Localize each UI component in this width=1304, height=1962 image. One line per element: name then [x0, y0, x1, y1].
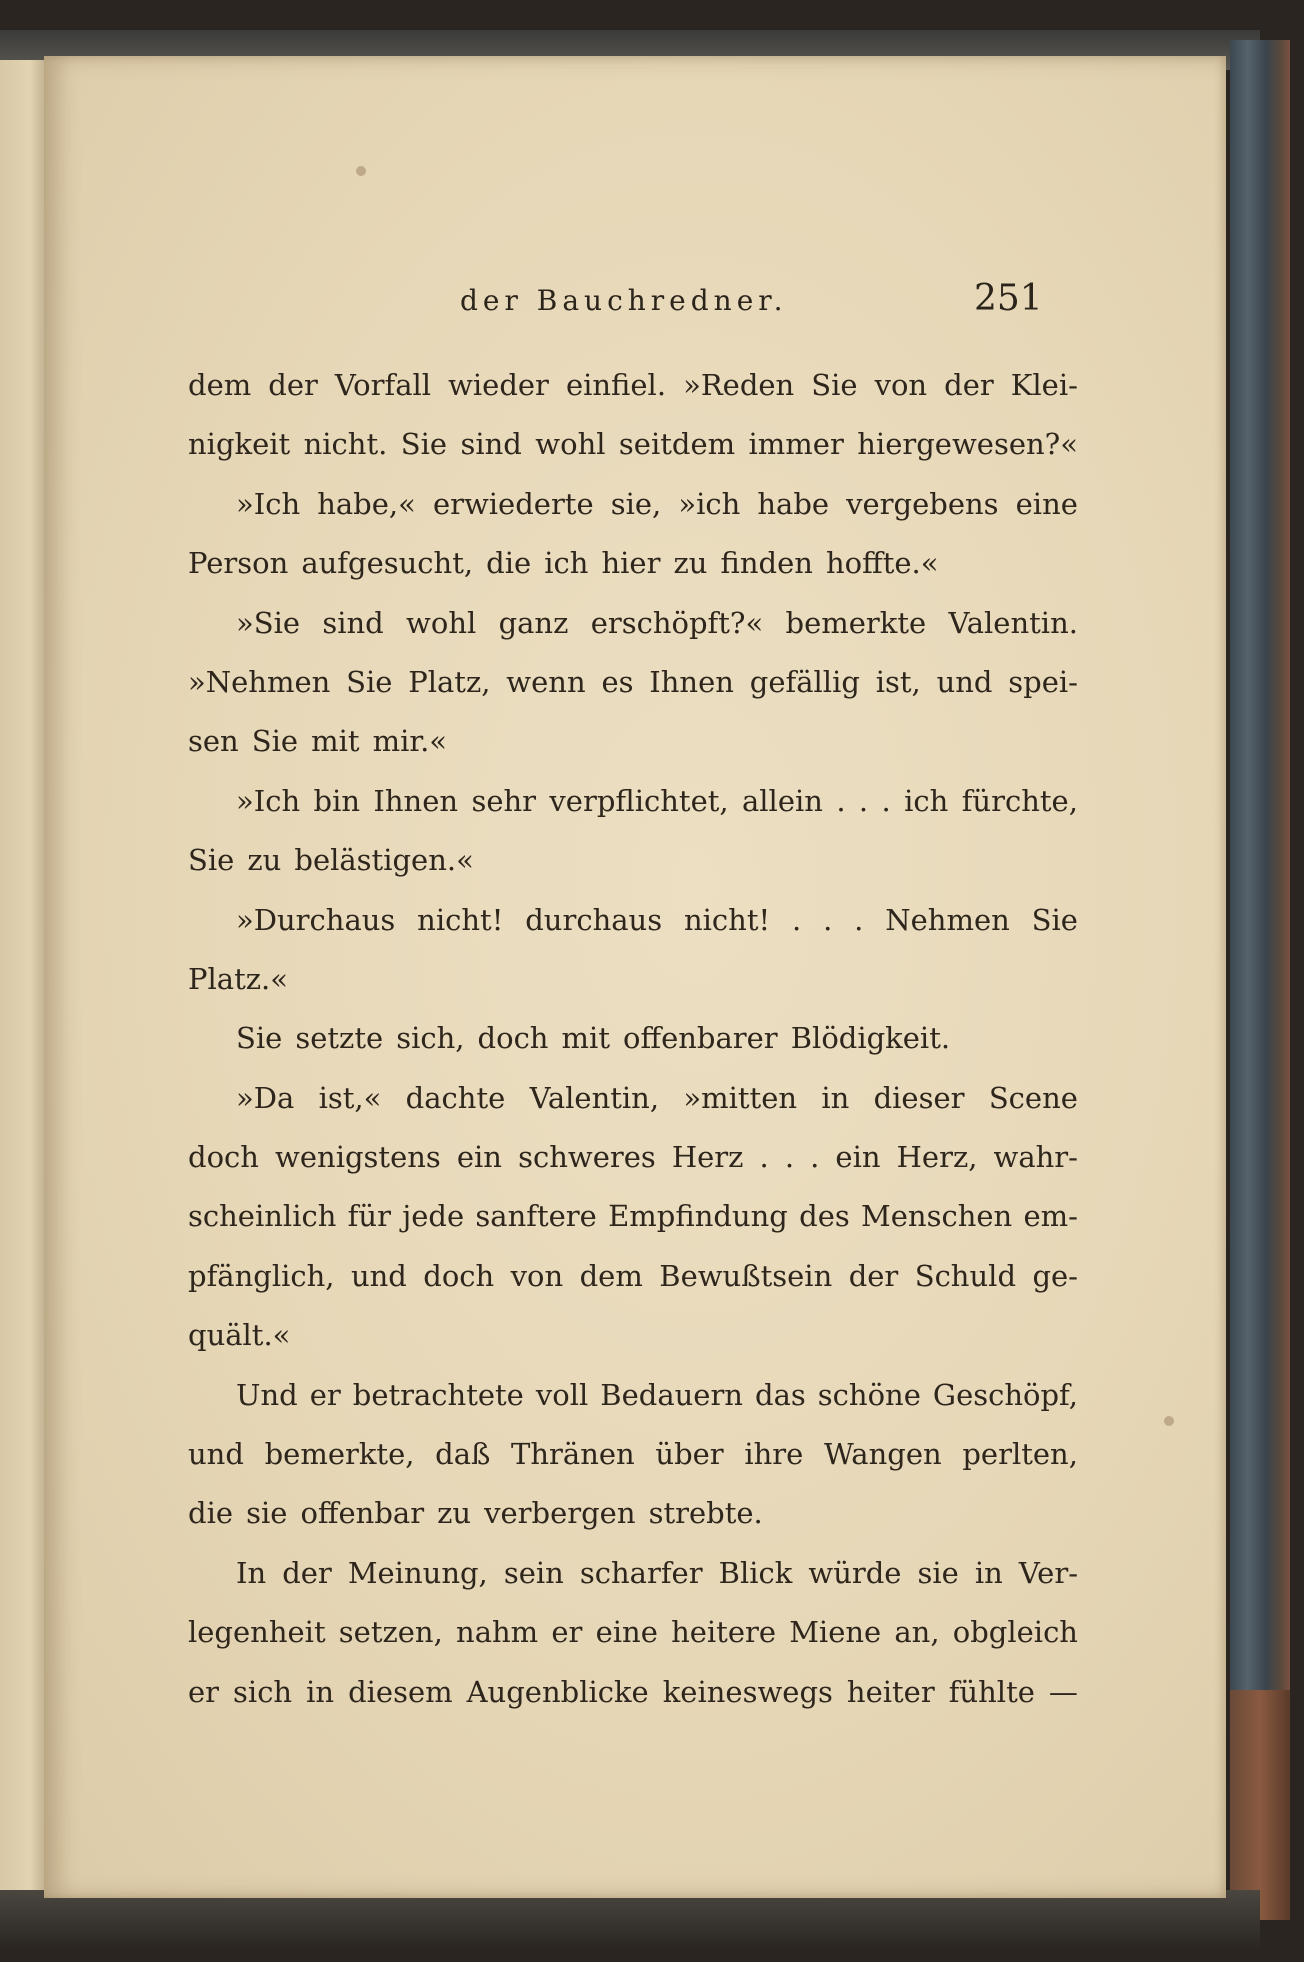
word: »Durchaus — [236, 902, 396, 937]
word: dem — [188, 368, 252, 402]
word: und — [936, 664, 993, 699]
word: nigkeit — [188, 427, 291, 462]
word: doch — [423, 1258, 495, 1293]
word: Vorfall — [334, 368, 432, 402]
word: Sie — [400, 427, 448, 462]
book-cover-bottom-edge — [0, 1890, 1260, 1950]
text-line — [188, 772, 1078, 831]
word: Klei- — [1010, 368, 1078, 402]
word: ein — [835, 1140, 881, 1175]
word: ihre — [744, 1437, 804, 1472]
word: nicht! — [683, 902, 771, 937]
word: Herz, — [896, 1140, 978, 1175]
text-line — [188, 1603, 1078, 1662]
text-line — [188, 1366, 1078, 1425]
word: belästigen.« — [294, 843, 474, 878]
word: »Ich — [236, 783, 301, 818]
word: ist, — [875, 664, 921, 699]
word: wieder — [448, 368, 549, 402]
word: würde — [808, 1555, 902, 1590]
page-header — [44, 278, 1226, 334]
word: aufgesucht, — [301, 546, 474, 581]
word: Menschen — [861, 1199, 1013, 1234]
word: Sie — [811, 368, 858, 402]
word: doch — [188, 1140, 259, 1175]
word: sich — [233, 1674, 293, 1709]
word: eine — [1015, 486, 1078, 521]
word: bin — [313, 783, 361, 818]
word: dieser — [873, 1080, 965, 1115]
word: verbergen — [484, 1496, 636, 1531]
word: spei- — [1008, 664, 1078, 699]
word: an, — [894, 1615, 940, 1650]
text-line — [188, 1544, 1078, 1603]
text-line — [188, 415, 1078, 474]
word: — — [1048, 1674, 1078, 1709]
word: der — [944, 368, 994, 402]
text-line — [188, 1306, 1078, 1365]
word: zu — [437, 1496, 472, 1531]
word: Empfindung — [608, 1199, 788, 1234]
word: . — [881, 783, 891, 818]
text-line — [188, 1425, 1078, 1484]
word: heitere — [671, 1615, 777, 1650]
word: betrachtete — [352, 1377, 524, 1412]
word: mit — [311, 724, 360, 759]
word: bemerkte — [785, 605, 927, 640]
word: ganz — [498, 605, 569, 640]
word: Blick — [718, 1555, 793, 1590]
word: einfiel. — [565, 368, 667, 402]
word: sie, — [610, 486, 662, 521]
word: offenbar — [300, 1496, 425, 1531]
word: die — [188, 1496, 234, 1531]
word: legenheit — [188, 1615, 326, 1650]
word: scharfer — [579, 1555, 703, 1590]
word: jede — [402, 1199, 465, 1234]
word: »mitten — [683, 1080, 798, 1115]
word: der — [268, 368, 318, 402]
word: sie — [246, 1496, 288, 1531]
word: über — [655, 1437, 724, 1472]
word: wenigstens — [275, 1140, 441, 1175]
word: fühlte — [948, 1674, 1035, 1709]
text-line — [188, 1128, 1078, 1187]
word: mit — [561, 1021, 610, 1056]
text-line — [188, 1663, 1078, 1722]
word: Platz.« — [188, 961, 288, 996]
word: obgleich — [952, 1615, 1078, 1650]
word: er — [188, 1674, 220, 1709]
word: nahm — [456, 1615, 539, 1650]
word: schweres — [518, 1140, 656, 1175]
word: »ich — [678, 486, 741, 521]
text-line — [188, 831, 1078, 890]
word: . — [823, 902, 833, 937]
word: . — [784, 1140, 795, 1175]
word: Schuld — [914, 1258, 1017, 1293]
word: Wangen — [824, 1437, 942, 1472]
word: sind — [460, 427, 522, 462]
word: zu — [247, 843, 282, 878]
word: sehr — [471, 783, 537, 818]
text-line — [188, 653, 1078, 712]
word: doch — [477, 1021, 549, 1056]
word: em- — [1023, 1199, 1078, 1234]
word: . — [854, 902, 864, 937]
word: Sie — [251, 724, 299, 759]
word: erschöpft?« — [590, 605, 764, 640]
running-head: der Bauchredner. — [460, 284, 788, 317]
word: das — [755, 1377, 806, 1412]
text-line — [188, 891, 1078, 950]
word: quält.« — [188, 1318, 291, 1353]
word: immer — [748, 427, 844, 462]
word: »Reden — [683, 368, 795, 402]
word: hoffte.« — [825, 546, 939, 581]
word: schöne — [817, 1377, 921, 1412]
book-page — [44, 56, 1226, 1898]
word: »Nehmen — [188, 664, 331, 699]
word: Scene — [988, 1080, 1078, 1115]
word: und — [350, 1258, 407, 1293]
text-line — [188, 475, 1078, 534]
word: Und — [236, 1377, 298, 1412]
word: seitdem — [618, 427, 736, 462]
word: Nehmen — [885, 902, 1010, 937]
word: pfänglich, — [188, 1258, 335, 1293]
word: scheinlich — [188, 1199, 337, 1234]
word: daß — [435, 1437, 491, 1472]
text-line — [188, 1009, 1078, 1068]
word: dachte — [405, 1080, 506, 1115]
word: bemerkte, — [264, 1437, 415, 1472]
word: Sie — [1031, 902, 1078, 937]
word: voll — [535, 1377, 589, 1412]
word: Valentin, — [529, 1080, 660, 1115]
word: Platz, — [408, 664, 491, 699]
word: perlten, — [962, 1437, 1078, 1472]
book-binding-edge — [1230, 40, 1290, 1920]
body-text — [188, 356, 1078, 1722]
word: vergebens — [846, 486, 999, 521]
word: Bewußtsein — [659, 1258, 833, 1293]
word: Thränen — [511, 1437, 635, 1472]
word: habe — [757, 486, 830, 521]
word: in — [821, 1080, 850, 1115]
text-line — [188, 712, 1078, 771]
word: wohl — [406, 605, 477, 640]
word: setzen, — [338, 1615, 443, 1650]
word: Meinung, — [347, 1555, 488, 1590]
text-line — [188, 356, 1078, 415]
word: heiter — [846, 1674, 935, 1709]
text-line — [188, 1247, 1078, 1306]
word: und — [188, 1437, 244, 1472]
word: der — [848, 1258, 899, 1293]
word: Augenblicke — [466, 1674, 649, 1709]
word: Herz — [671, 1140, 744, 1175]
word: es — [601, 664, 634, 699]
word: diesem — [348, 1674, 453, 1709]
text-line — [188, 534, 1078, 593]
word: wahr- — [993, 1140, 1078, 1175]
word: ge- — [1032, 1258, 1078, 1293]
word: setzte — [295, 1021, 384, 1056]
word: fürchte, — [961, 783, 1078, 818]
word: von — [510, 1258, 564, 1293]
word: der — [282, 1555, 332, 1590]
page-smudge — [1164, 1416, 1174, 1426]
word: nicht! — [417, 902, 504, 937]
word: sich, — [396, 1021, 465, 1056]
word: hier — [601, 546, 661, 581]
word: des — [799, 1199, 850, 1234]
word: keineswegs — [662, 1674, 833, 1709]
word: von — [874, 368, 928, 402]
word: Sie — [346, 664, 393, 699]
word: Bedauern — [600, 1377, 743, 1412]
word: Sie — [236, 1021, 283, 1056]
word: sanftere — [475, 1199, 597, 1234]
word: allein — [741, 783, 823, 818]
word: Person — [188, 546, 289, 581]
word: für — [347, 1199, 391, 1234]
word: sein — [503, 1555, 564, 1590]
word: durchaus — [525, 902, 663, 937]
word: Ver- — [1018, 1555, 1078, 1590]
word: in — [306, 1674, 335, 1709]
word: ist,« — [318, 1080, 382, 1115]
word: Valentin. — [948, 605, 1078, 640]
word: gefällig — [749, 664, 860, 699]
word: habe,« — [317, 486, 416, 521]
word: »Sie — [236, 605, 301, 640]
word: »Da — [236, 1080, 295, 1115]
page-number: 251 — [974, 278, 1043, 319]
word: dem — [579, 1258, 643, 1293]
word: Ihnen — [373, 783, 459, 818]
word: ich — [904, 783, 949, 818]
word: verpflichtet, — [549, 783, 729, 818]
text-line — [188, 1187, 1078, 1246]
word: nicht. — [303, 427, 388, 462]
word: die — [486, 546, 532, 581]
word: Ihnen — [649, 664, 734, 699]
word: mir.« — [372, 724, 448, 759]
word: Geschöpf, — [932, 1377, 1078, 1412]
text-line — [188, 950, 1078, 1009]
word: er — [551, 1615, 583, 1650]
word: sie — [917, 1555, 959, 1590]
text-line — [188, 594, 1078, 653]
word: ein — [456, 1140, 502, 1175]
word: eine — [595, 1615, 658, 1650]
word: finden — [720, 546, 813, 581]
text-line — [188, 1069, 1078, 1128]
word: hiergewesen?« — [857, 427, 1078, 462]
word: Miene — [789, 1615, 882, 1650]
word: . — [836, 783, 846, 818]
word: strebte. — [648, 1496, 763, 1531]
word: sind — [322, 605, 384, 640]
word: offenbarer — [623, 1021, 778, 1056]
text-line — [188, 1484, 1078, 1543]
word: . — [810, 1140, 820, 1175]
word: wohl — [535, 427, 606, 462]
word: er — [309, 1377, 341, 1412]
word: ich — [544, 546, 589, 581]
word: sen — [188, 724, 239, 759]
page-smudge — [356, 166, 366, 176]
word: zu — [673, 546, 708, 581]
word: Sie — [188, 843, 235, 878]
word: . — [858, 783, 869, 818]
word: in — [974, 1555, 1003, 1590]
word: . — [792, 902, 802, 937]
word: . — [759, 1140, 769, 1175]
word: »Ich — [236, 486, 301, 521]
word: Blödigkeit. — [790, 1021, 951, 1056]
word: erwiederte — [432, 486, 594, 521]
facing-page-edge — [0, 60, 50, 1900]
word: In — [236, 1555, 267, 1590]
word: wenn — [506, 664, 586, 699]
